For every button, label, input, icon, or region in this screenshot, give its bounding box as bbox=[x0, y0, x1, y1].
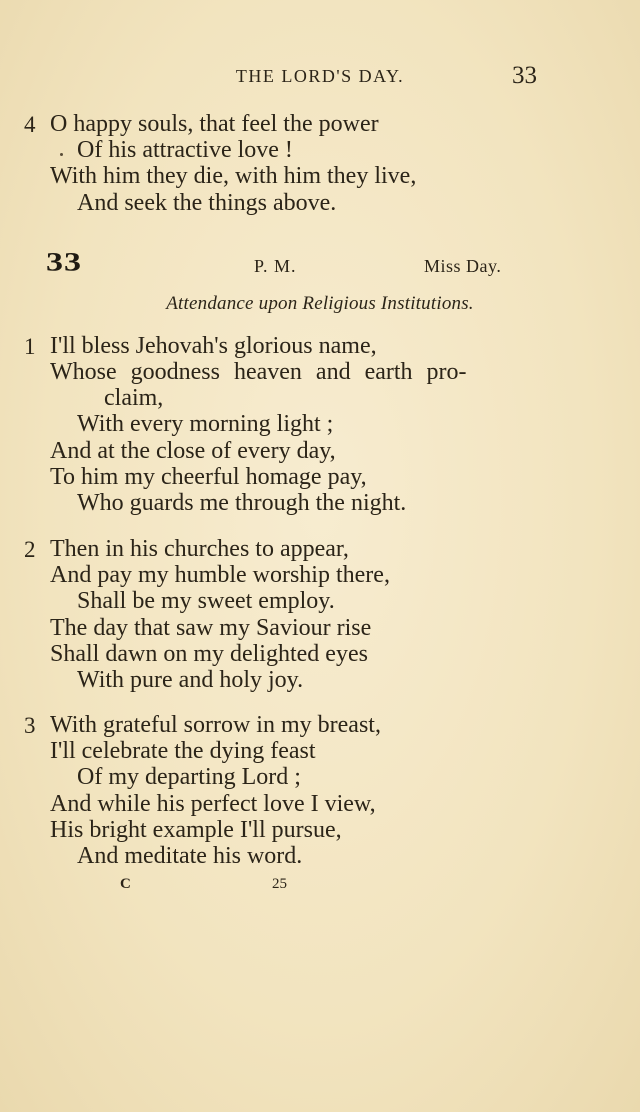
verse-line: Then in his churches to appear, bbox=[50, 536, 349, 562]
verse-line: With pure and holy joy. bbox=[77, 667, 304, 693]
verse-line: I'll bless Jehovah's glorious name, bbox=[50, 333, 377, 359]
sheet-number: 25 bbox=[272, 876, 287, 892]
verse-line: Of his attractive love ! bbox=[77, 137, 293, 163]
hymn-meter: P. M. bbox=[254, 256, 297, 276]
verse-line: And pay my humble worship there, bbox=[50, 562, 390, 588]
verse-number: 4 bbox=[24, 112, 36, 137]
verse-number: 2 bbox=[24, 537, 36, 562]
verse-number: 3 bbox=[24, 713, 36, 738]
hymn-title: Attendance upon Religious Institutions. bbox=[166, 293, 474, 314]
verse-line: With him they die, with him they live, bbox=[50, 163, 417, 189]
verse-line: O happy souls, that feel the power bbox=[50, 111, 379, 137]
verse-line: With grateful sorrow in my breast, bbox=[50, 712, 381, 738]
running-title: THE LORD'S DAY. bbox=[235, 66, 405, 86]
verse-line: claim, bbox=[104, 385, 164, 411]
ink-speck bbox=[60, 153, 63, 156]
page-number: 33 bbox=[512, 62, 537, 89]
verse-line: With every morning light ; bbox=[77, 411, 334, 437]
verse-line: And meditate his word. bbox=[77, 843, 303, 869]
verse-line: His bright example I'll pursue, bbox=[50, 817, 342, 843]
verse-line: The day that saw my Saviour rise bbox=[50, 615, 372, 641]
signature-mark: C bbox=[120, 876, 131, 892]
hymn-tune: Miss Day. bbox=[424, 256, 502, 276]
verse-line: I'll celebrate the dying feast bbox=[50, 738, 316, 764]
verse-line: And at the close of every day, bbox=[50, 438, 336, 464]
verse-line: To him my cheerful homage pay, bbox=[50, 464, 367, 490]
verse-number: 1 bbox=[24, 334, 36, 359]
verse-line: And seek the things above. bbox=[77, 190, 337, 216]
verse-line: Shall be my sweet employ. bbox=[77, 588, 335, 614]
verse-line: Shall dawn on my delighted eyes bbox=[50, 641, 368, 667]
verse-line: Who guards me through the night. bbox=[77, 490, 407, 516]
verse-line: And while his perfect love I view, bbox=[50, 791, 376, 817]
hymn-number: 33 bbox=[46, 248, 82, 277]
verse-line: Whose goodness heaven and earth pro- bbox=[50, 359, 467, 385]
verse-line: Of my departing Lord ; bbox=[77, 764, 301, 790]
